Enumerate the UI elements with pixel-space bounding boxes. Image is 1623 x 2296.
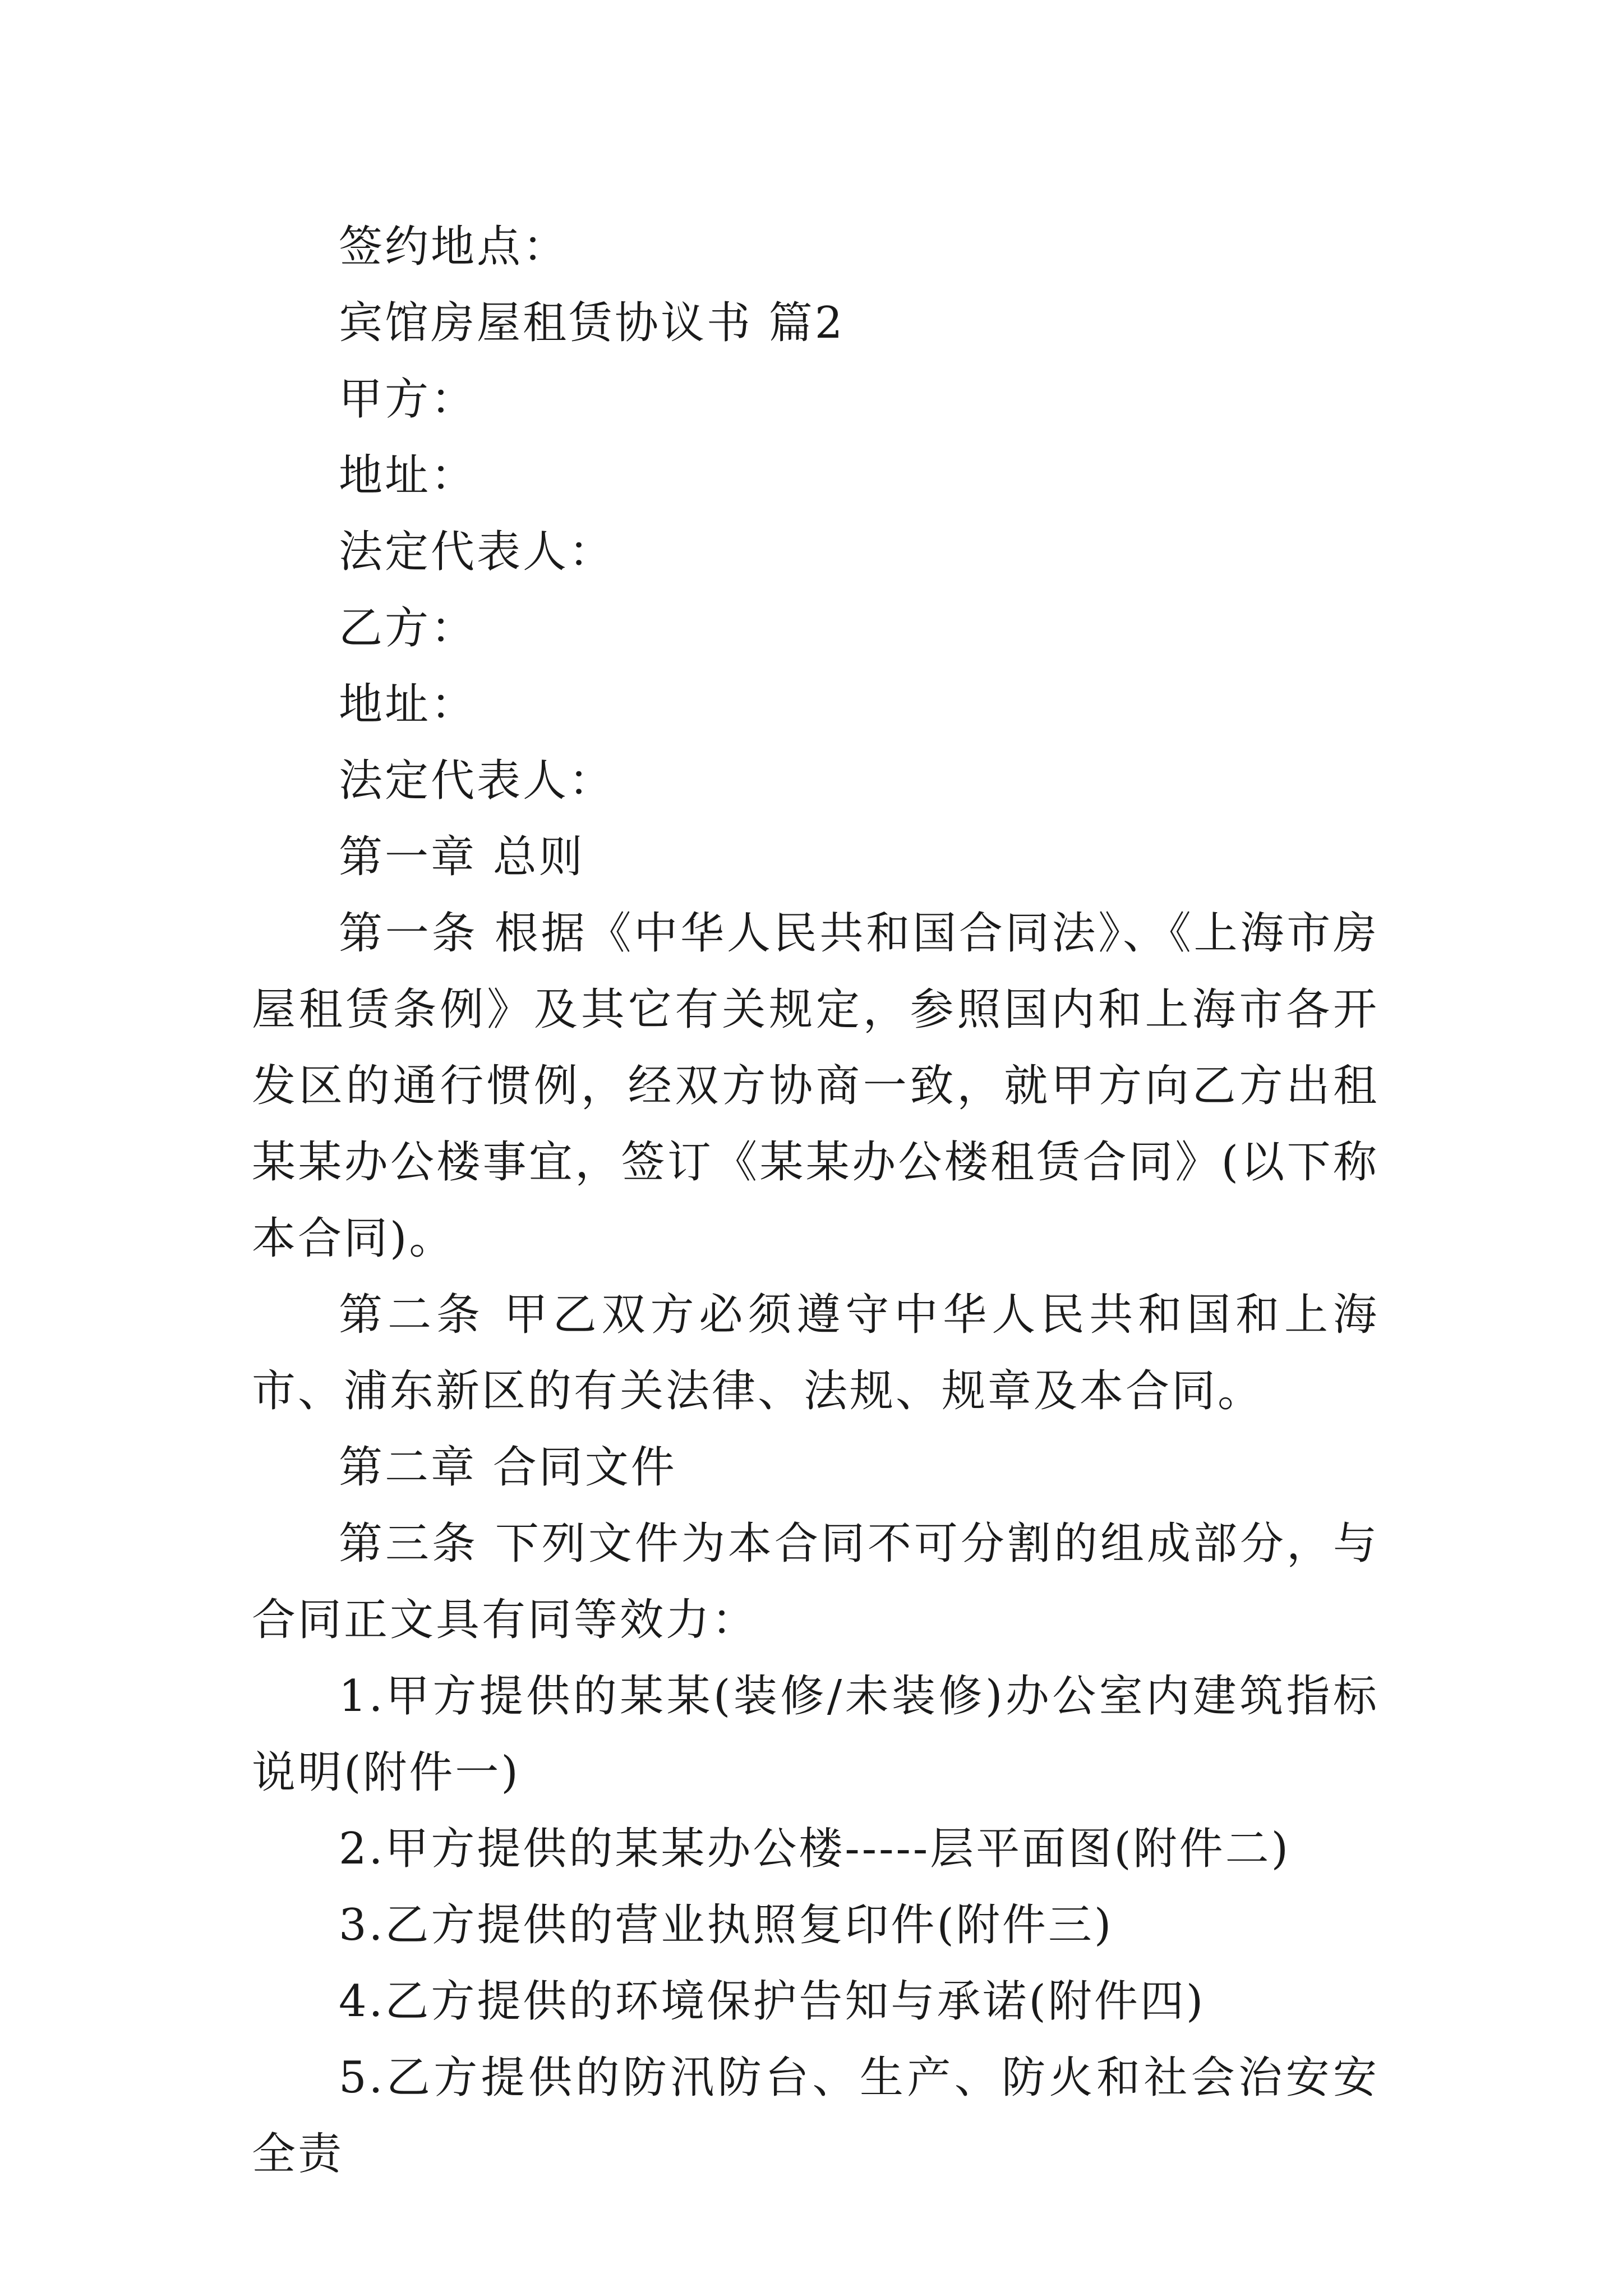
party-a-line: 甲方： [339,374,477,425]
signing-location-line: 签约地点： [339,222,569,272]
chapter-2-heading: 第二章 合同文件 [339,1442,677,1493]
list-item-4: 4.乙方提供的环境保护告知与承诺(附件四) [339,1976,1206,2027]
document-body [252,209,1379,2192]
party-a-representative-line: 法定代表人： [339,527,615,577]
article-1-paragraph: 第一条 根据《中华人民共和国合同法》、《上海市房屋租赁条例》及其它有关规定，参照国内和上海市各开发区的通行惯例，经双方协商一致，就甲方向乙方出租某某办公楼事宜，签订《某某办公楼租赁合同》(以下称本合同)。 [252,908,1379,1264]
party-a-address-line: 地址： [339,450,477,501]
party-b-line: 乙方： [339,603,477,654]
agreement-title: 宾馆房屋租赁协议书 篇2 [339,298,845,348]
list-item-2: 2.甲方提供的某某办公楼-----层平面图(附件二) [339,1824,1291,1874]
list-item-3: 3.乙方提供的营业执照复印件(附件三) [339,1900,1114,1950]
list-item-1: 1.甲方提供的某某(装修/未装修)办公室内建筑指标说明(附件一) [252,1671,1379,1798]
list-item-5: 5.乙方提供的防汛防台、生产、防火和社会治安安全责 [252,2053,1379,2179]
party-b-representative-line: 法定代表人： [339,756,615,806]
article-3-paragraph: 第三条 下列文件为本合同不可分割的组成部分，与合同正文具有同等效力： [252,1519,1379,1645]
chapter-1-heading: 第一章 总则 [339,832,585,882]
party-b-address-line: 地址： [339,679,477,730]
article-2-paragraph: 第二条 甲乙双方必须遵守中华人民共和国和上海市、浦东新区的有关法律、法规、规章及本合同。 [252,1290,1379,1416]
